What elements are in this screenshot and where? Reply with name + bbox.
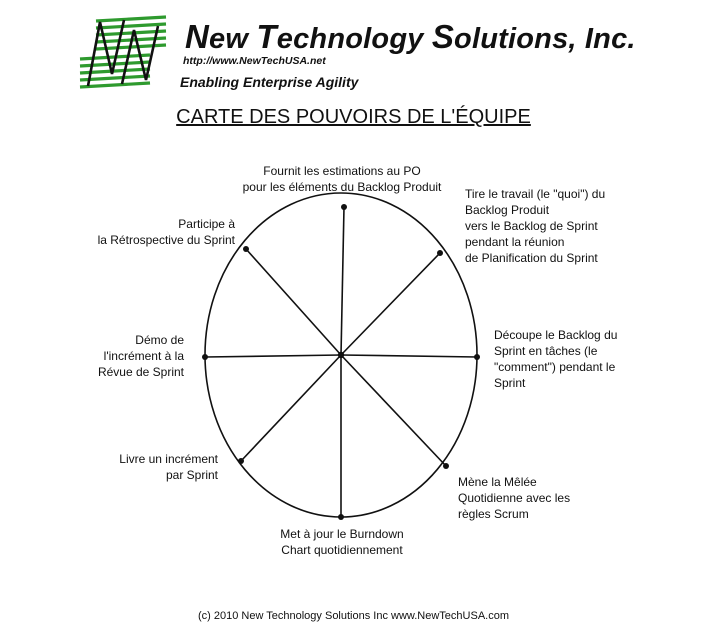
power-label-increment: Livre un incrément par Sprint — [119, 452, 218, 482]
spoke-end-dot-8 — [243, 246, 249, 252]
footer-copyright: (c) 2010 New Technology Solutions Inc www.NewTechUSA.com — [198, 610, 509, 622]
page-title: CARTE DES POUVOIRS DE L'ÉQUIPE — [176, 106, 531, 128]
company-url[interactable]: http://www.NewTechUSA.net — [183, 55, 326, 67]
spoke-3 — [341, 355, 477, 357]
power-label-burndown: Met à jour le Burndown Chart quotidiennement — [280, 527, 404, 557]
spoke-end-dot-3 — [474, 354, 480, 360]
spoke-7 — [205, 355, 341, 357]
spoke-8 — [246, 249, 341, 355]
spoke-2 — [341, 253, 440, 355]
company-word-2: Technology — [256, 18, 432, 55]
power-label-pull-work: Tire le travail (le "quoi") du Backlog Produit vers le Backlog de Sprint pendant la réunion de Planification du Sprint — [465, 187, 606, 265]
spoke-end-dot-6 — [238, 458, 244, 464]
spoke-end-dot-2 — [437, 250, 443, 256]
company-word-1: New — [185, 18, 257, 55]
company-word-3: Solutions, Inc. — [431, 18, 636, 55]
spoke-end-dot-5 — [338, 514, 344, 520]
hub-dot — [338, 352, 344, 358]
spoke-6 — [241, 355, 341, 461]
power-label-daily-scrum: Mène la Mêlée Quotidienne avec les règles Scrum — [458, 475, 571, 521]
spoke-1 — [341, 207, 344, 355]
power-label-sprint-review: Démo de l'incrément à la Révue de Sprint — [97, 333, 184, 379]
spoke-end-dot-1 — [341, 204, 347, 210]
spoke-end-dot-4 — [443, 463, 449, 469]
power-label-task-breakdown: Découpe le Backlog du Sprint en tâches (le "comment") pendant le Sprint — [494, 328, 618, 390]
power-label-retrospective: Participe à la Rétrospective du Sprint — [97, 217, 235, 247]
spoke-end-dot-7 — [202, 354, 208, 360]
spoke-4 — [341, 355, 446, 466]
company-tagline: Enabling Enterprise Agility — [180, 74, 359, 90]
power-label-estimations: Fournit les estimations au PO pour les éléments du Backlog Produit — [242, 164, 442, 194]
